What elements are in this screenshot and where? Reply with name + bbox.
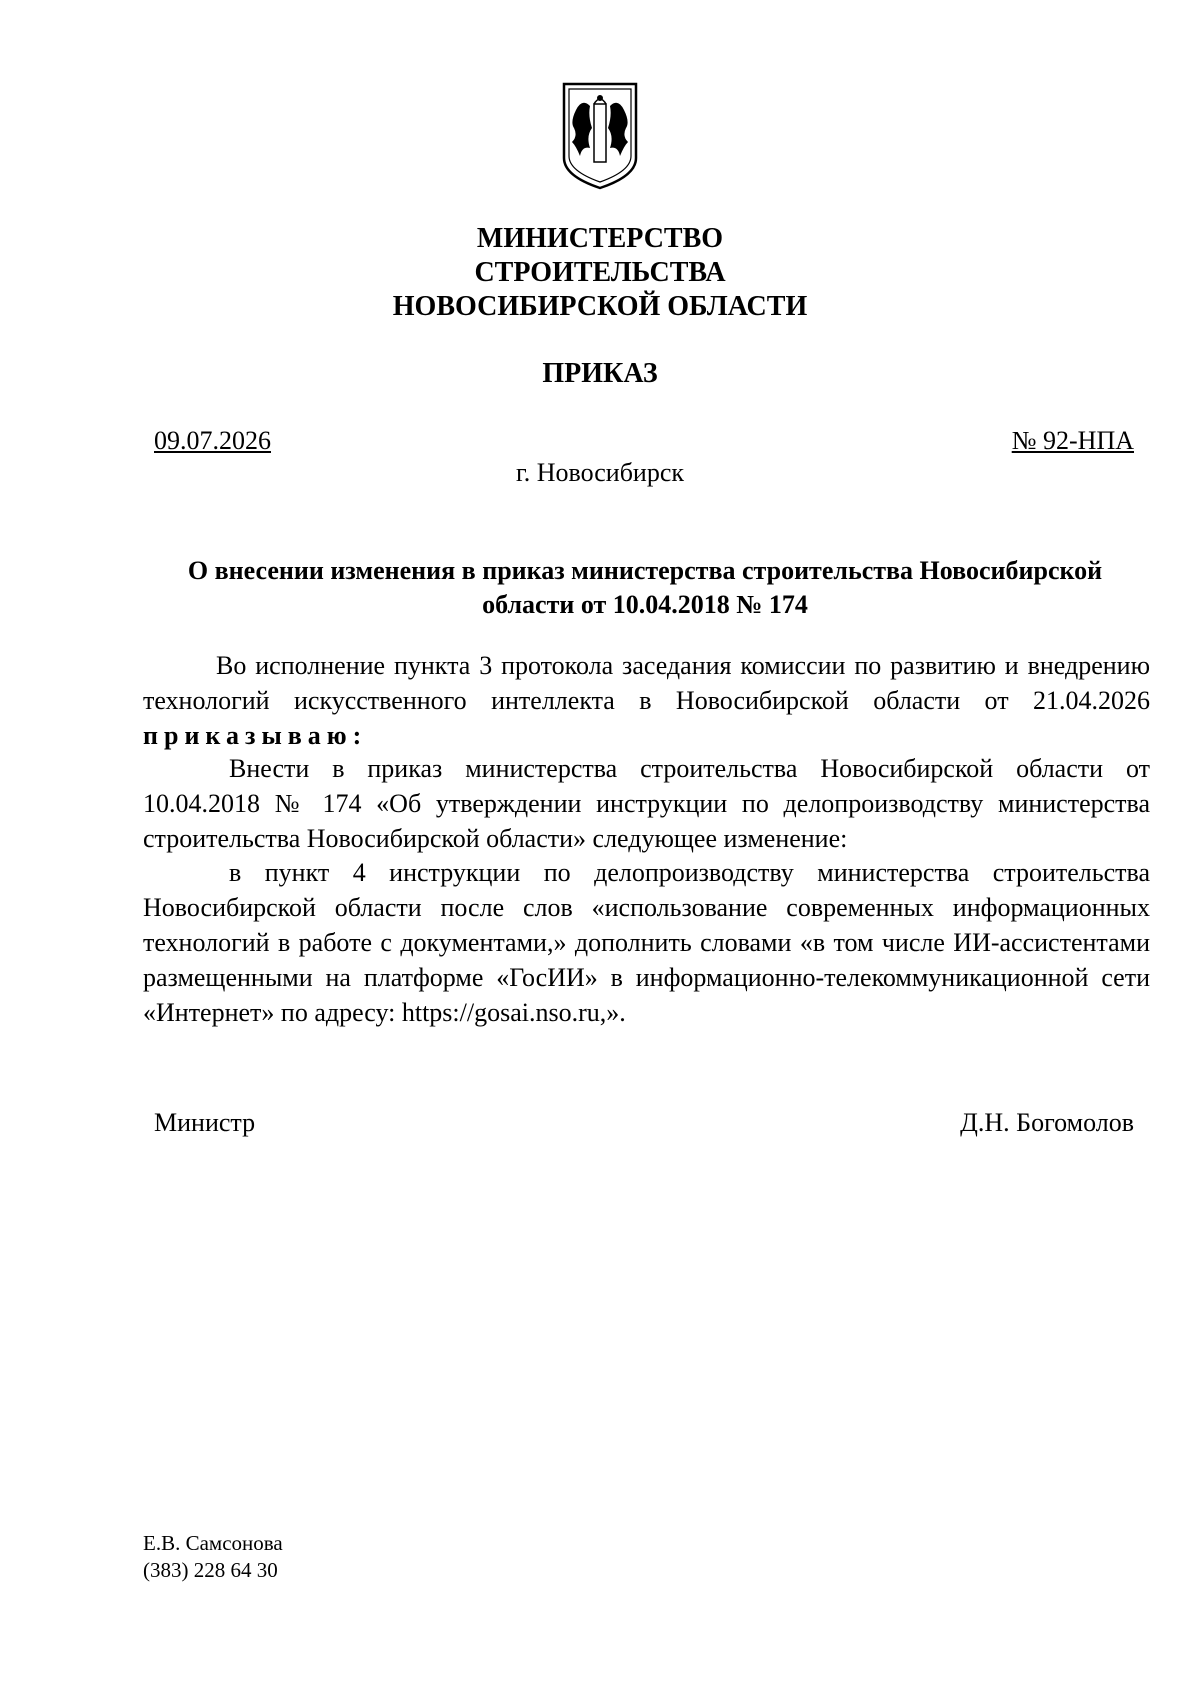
coat-of-arms-icon [558,80,642,192]
amendment-paragraph [143,855,1150,1030]
document-title [140,554,1150,622]
org-line-2: СТРОИТЕЛЬСТВА [474,257,726,288]
executor-name: Е.В. Самсонова [143,1531,283,1555]
order-text: Внести в приказ министерства строительства Новосибирской области от 10.04.2018 № 174 «Об утверждении инструкции по делопроизводству министерства строительства Новосибирской области» следующее изменение: [143,754,1150,853]
doc-type: ПРИКАЗ [542,358,658,389]
order-date: 09.07.2026 [154,426,271,455]
title-line-1: О внесении изменения в приказ министерства строительства Новосибирской [187,556,1103,585]
signatory-name: Д.Н. Богомолов [960,1108,1134,1137]
executor-phone: (383) 228 64 30 [143,1558,278,1582]
org-line-1: МИНИСТЕРСТВО [476,223,724,254]
signatory-title: Министр [154,1108,256,1137]
order-city: г. Новосибирск [515,458,685,487]
org-name [0,222,1200,324]
preamble-text: Во исполнение пункта 3 протокола заседания комиссии по развитию и внедрению технологий искусственного интеллекта в Новосибирской области от 21.04.2026 [143,651,1150,715]
preamble-paragraph [143,648,1150,753]
amendment-text: в пункт 4 инструкции по делопроизводству министерства строительства Новосибирской области после слов «использование современных информационных технологий в работе с документами,» дополнить словами «в том числе ИИ-ассистентами размещенными на платформе «ГосИИ» в информационно-телекоммуникационной сети «Интернет» по адресу: https://gosai.nso.ru,». [143,858,1150,1027]
order-verb: приказываю: [143,721,368,750]
order-number: № 92-НПА [1011,426,1134,455]
org-line-3: НОВОСИБИРСКОЙ ОБЛАСТИ [392,291,808,322]
order-paragraph [143,751,1150,856]
title-line-2: области от 10.04.2018 № 174 [482,590,808,619]
